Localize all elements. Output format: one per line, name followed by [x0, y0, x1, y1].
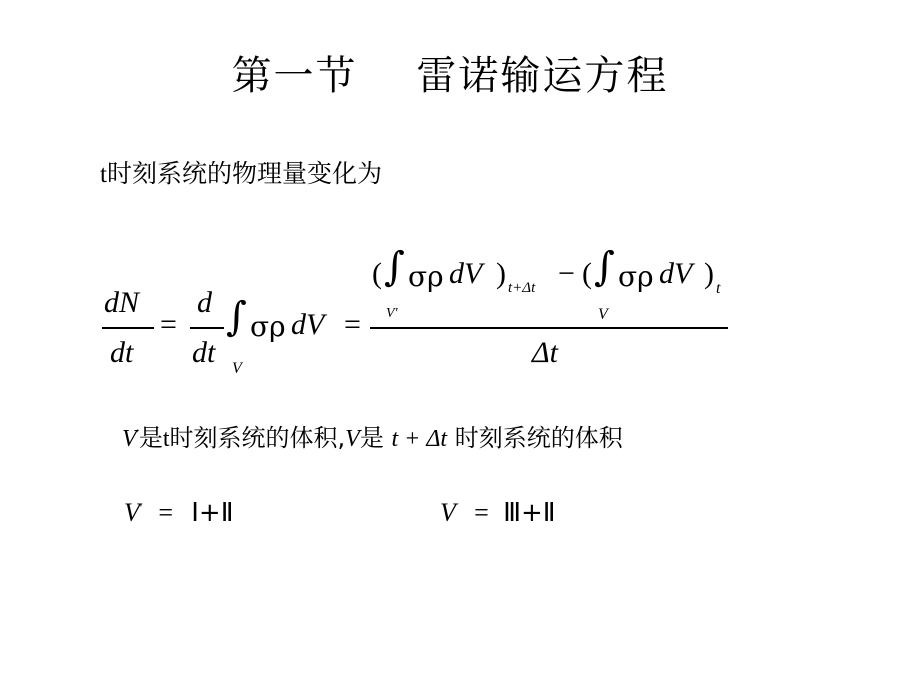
main-denominator: Δt: [532, 336, 558, 369]
relation-right-lhs: V: [440, 498, 456, 527]
minus-sign: −: [558, 257, 575, 290]
note-v: V: [345, 426, 360, 452]
integral-1-subscript: V: [232, 360, 242, 377]
note-text-2: 时刻系统的体积: [454, 424, 623, 452]
note-prime-mark: ': [136, 426, 139, 440]
mid-numerator: d: [197, 286, 212, 319]
subscript-t-plus-delta-t: t+Δt: [508, 280, 536, 296]
volume-definition-note: [122, 418, 623, 453]
equals-sign-2: =: [344, 308, 361, 341]
relation-right-rhs: Ⅲ+Ⅱ: [503, 498, 556, 528]
note-text-1: 时刻系统的体积,: [169, 424, 346, 452]
relation-left-prime: ': [139, 500, 143, 515]
dv-1: dV: [291, 308, 325, 341]
mid-denominator: dt: [192, 336, 216, 369]
note-is-1: 是: [138, 424, 163, 452]
lhs-fraction-bar: [102, 327, 154, 329]
relation-left-rhs: Ⅰ+Ⅱ: [191, 498, 234, 528]
relation-left-eq: =: [158, 498, 173, 527]
equals-sign-1: =: [160, 308, 177, 341]
relation-right: [440, 498, 556, 528]
lhs-numerator: dN: [104, 286, 140, 319]
dv-3: dV: [659, 257, 693, 290]
close-paren-1: ): [496, 257, 506, 290]
note-t: t: [162, 426, 170, 452]
subscript-t: t: [716, 280, 721, 297]
integral-sign-3: ∫: [594, 244, 615, 290]
note-expr: t + Δt: [391, 426, 448, 452]
relation-right-eq: =: [474, 498, 489, 527]
open-paren-2: (: [582, 257, 592, 290]
integral-sign-1: ∫: [226, 294, 247, 340]
subtitle-time-symbol: t: [100, 161, 107, 188]
main-fraction-bar: [370, 327, 728, 329]
close-paren-2: ): [704, 257, 714, 290]
integral-sign-2: ∫: [384, 244, 405, 290]
integral-3-subscript: V: [598, 306, 608, 323]
page-title: 第一节 雷诺输运方程: [231, 53, 669, 99]
relation-left-lhs: V: [124, 498, 140, 527]
note-is-2: 是: [359, 424, 384, 452]
open-paren-1: (: [372, 257, 382, 290]
subtitle-text: 时刻系统的物理量变化为: [106, 159, 382, 188]
lhs-denominator: dt: [110, 336, 134, 369]
integrand-2: σρ: [408, 260, 444, 293]
mid-fraction-bar: [190, 327, 224, 329]
relation-left: [124, 498, 234, 528]
integrand-3: σρ: [618, 260, 654, 293]
note-v-prime: V: [122, 426, 137, 452]
integral-2-subscript: V': [386, 306, 398, 321]
dv-2: dV: [449, 257, 483, 290]
subtitle: [100, 154, 382, 190]
integrand-1: σρ: [250, 310, 286, 343]
